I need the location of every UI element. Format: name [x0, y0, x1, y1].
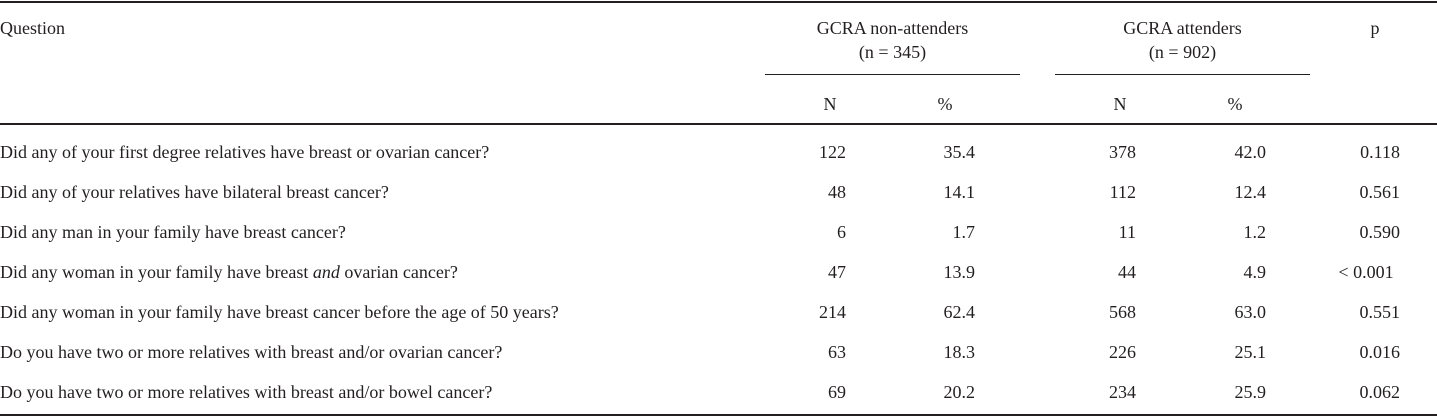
row-pct-group1: 1.7 — [952, 222, 975, 242]
row-pct-group2: 42.0 — [1234, 142, 1266, 162]
group1-title: GCRA non-attenders — [816, 18, 969, 38]
row-pct-group1: 13.9 — [943, 262, 975, 282]
row-n-group2: 226 — [1109, 342, 1136, 362]
row-question: Did any woman in your family have breast cancer before the age of 50 years? — [0, 302, 559, 322]
row-pct-group1: 20.2 — [943, 382, 975, 402]
group1-underline — [765, 74, 1020, 75]
row-question-part: ovarian cancer? — [339, 262, 458, 282]
column-header-group2 — [1055, 16, 1310, 64]
row-n-group1: 63 — [828, 342, 846, 362]
row-pct-group2: 25.9 — [1234, 382, 1266, 402]
row-n-group1: 214 — [819, 302, 846, 322]
row-n-group2: 568 — [1109, 302, 1136, 322]
row-p-value: 0.118 — [1360, 142, 1400, 162]
subheader-n-group1: N — [823, 94, 837, 114]
row-n-group2: 234 — [1109, 382, 1136, 402]
row-p-value: 0.016 — [1359, 342, 1400, 362]
subheader-pct-group1: % — [937, 94, 953, 114]
row-n-group1: 122 — [819, 142, 846, 162]
row-question: Did any of your first degree relatives have breast or ovarian cancer? — [0, 142, 490, 162]
table-top-rule — [0, 1, 1437, 3]
group2-count: (n = 902) — [1148, 42, 1217, 62]
group2-title: GCRA attenders — [1123, 18, 1242, 38]
table-bottom-rule — [0, 414, 1437, 416]
row-pct-group2: 12.4 — [1234, 182, 1266, 202]
row-p-value: 0.551 — [1359, 302, 1400, 322]
row-n-group1: 48 — [828, 182, 846, 202]
row-p-value: 0.590 — [1359, 222, 1400, 242]
row-question: Did any man in your family have breast cancer? — [0, 222, 346, 242]
subheader-n-group2: N — [1113, 94, 1127, 114]
row-p-value: 0.561 — [1359, 182, 1400, 202]
row-n-group1: 69 — [828, 382, 846, 402]
row-n-group2: 112 — [1109, 182, 1136, 202]
row-n-group2: 44 — [1118, 262, 1136, 282]
column-header-question: Question — [0, 18, 65, 38]
group2-underline — [1055, 74, 1310, 75]
row-pct-group1: 35.4 — [943, 142, 975, 162]
row-pct-group1: 18.3 — [943, 342, 975, 362]
row-pct-group1: 14.1 — [943, 182, 975, 202]
header-bottom-rule — [0, 123, 1437, 125]
row-question-emphasis: and — [312, 262, 340, 282]
row-pct-group2: 4.9 — [1243, 262, 1266, 282]
row-p-value: 0.062 — [1359, 382, 1400, 402]
row-pct-group2: 63.0 — [1234, 302, 1266, 322]
column-header-group1 — [765, 16, 1020, 64]
row-n-group2: 378 — [1109, 142, 1136, 162]
row-n-group2: 11 — [1118, 222, 1136, 242]
column-header-p: p — [1370, 18, 1380, 38]
row-question: Do you have two or more relatives with breast and/or ovarian cancer? — [0, 342, 503, 362]
subheader-pct-group2: % — [1227, 94, 1243, 114]
row-question — [0, 262, 458, 282]
row-n-group1: 47 — [828, 262, 846, 282]
row-pct-group1: 62.4 — [943, 302, 975, 322]
row-n-group1: 6 — [837, 222, 846, 242]
group1-count: (n = 345) — [858, 42, 927, 62]
row-question: Did any of your relatives have bilateral breast cancer? — [0, 182, 389, 202]
row-question: Do you have two or more relatives with breast and/or bowel cancer? — [0, 382, 493, 402]
row-pct-group2: 1.2 — [1243, 222, 1266, 242]
row-p-value: < 0.001 — [1338, 262, 1394, 282]
row-question-part: Did any woman in your family have breast — [0, 262, 313, 282]
row-pct-group2: 25.1 — [1234, 342, 1266, 362]
